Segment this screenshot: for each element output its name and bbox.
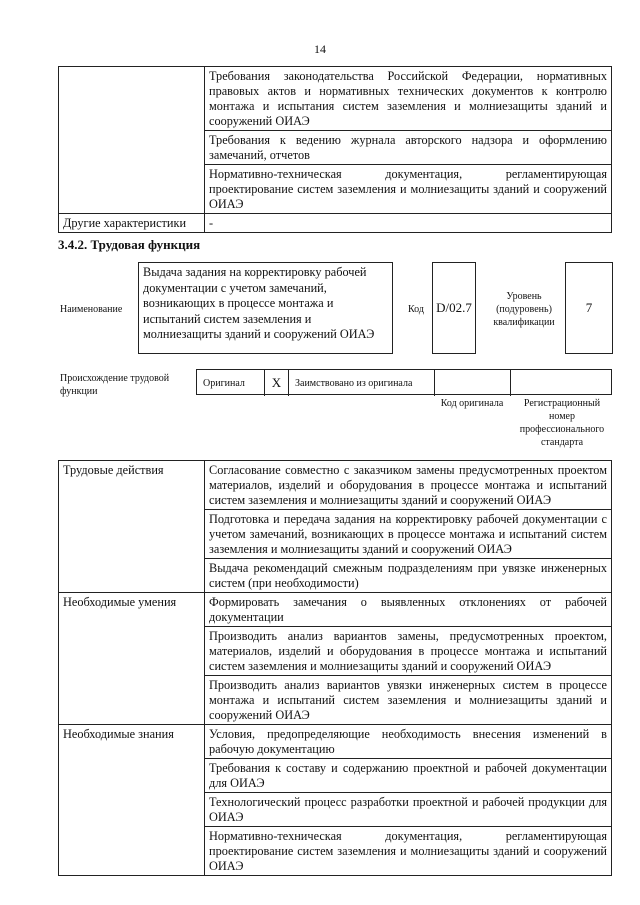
code-label: Код	[408, 304, 424, 315]
labor-function-table	[58, 460, 612, 876]
original-mark-cell	[265, 370, 289, 396]
origin-row	[196, 369, 612, 395]
knowledge-cell: Условия, предопределяющие необходимость внесения изменений в рабочую документацию	[205, 725, 612, 759]
qualification-level-box: 7	[565, 262, 613, 354]
borrowed-cell	[289, 370, 435, 396]
knowledge-cell: Требования к составу и содержанию проектной и рабочей документации для ОИАЭ	[205, 759, 612, 793]
table-row	[59, 214, 612, 233]
page-number: 14	[314, 42, 326, 56]
skill-cell: Формировать замечания о выявленных отклонениях от рабочей документации	[205, 593, 612, 627]
origin-label: Происхождение трудовой функции	[60, 373, 170, 397]
table-row	[59, 67, 612, 131]
characteristics-table	[58, 66, 612, 233]
table-row	[59, 593, 612, 627]
function-name-box: Выдача задания на корректировку рабочей документации с учетом замечаний, возникающих в процессе монтажа и испытаний систем заземления и молниезащиты зданий и сооружений ОИАЭ	[138, 262, 393, 354]
other-characteristics-value: -	[205, 214, 612, 233]
original-code-cell	[435, 370, 511, 396]
table-row	[59, 461, 612, 510]
other-characteristics-label: Другие характеристики	[59, 214, 205, 233]
code-caption: Код оригинала	[440, 398, 504, 409]
requirement-cell: Требования к ведению журнала авторского надзора и оформлению замечаний, отчетов	[205, 131, 612, 165]
skill-cell: Производить анализ вариантов замены, предусмотренных проектом, материалов, изделий и оборудования в процессе монтажа и испытаний систем заземления и молниезащиты зданий и сооружений ОИАЭ	[205, 627, 612, 676]
reg-number-cell	[511, 370, 611, 396]
requirement-cell: Нормативно-техническая документация, регламентирующая проектирование систем заземления и молниезащиты зданий и сооружений ОИАЭ	[205, 165, 612, 214]
original-cell	[197, 370, 265, 396]
section-title: 3.4.2. Трудовая функция	[58, 237, 201, 252]
borrowed-text: Заимствовано из оригинала	[295, 377, 413, 389]
knowledge-cell: Технологический процесс разработки проектной и рабочей продукции для ОИАЭ	[205, 793, 612, 827]
labor-action-cell: Выдача рекомендаций смежным подразделениям при увязке инженерных систем (при необходимости)	[205, 559, 612, 593]
level-label: Уровень (подуровень) квалификации	[493, 291, 555, 328]
original-mark: X	[271, 375, 282, 390]
knowledge-cell: Нормативно-техническая документация, регламентирующая проектирование систем заземления и молниезащиты зданий и сооружений ОИАЭ	[205, 827, 612, 876]
skill-cell: Производить анализ вариантов увязки инженерных систем в процессе монтажа и испытаний систем заземления и молниезащиты зданий и сооружений ОИАЭ	[205, 676, 612, 725]
original-text: Оригинал	[203, 377, 245, 389]
knowledge-label: Необходимые знания	[59, 725, 205, 876]
skills-label: Необходимые умения	[59, 593, 205, 725]
name-label: Наименование	[60, 304, 123, 315]
labor-action-cell: Подготовка и передача задания на корректировку рабочей документации с учетом замечаний, возникающих в процессе монтажа и испытаний систем заземления и молниезащиты зданий и сооружений ОИАЭ	[205, 510, 612, 559]
labor-action-cell: Согласование совместно с заказчиком замены предусмотренных проектом материалов, изделий и оборудования в процессе монтажа и испытаний систем заземления и молниезащиты зданий и сооружений ОИАЭ	[205, 461, 612, 510]
row-label	[59, 67, 205, 214]
function-code-box: D/02.7	[432, 262, 476, 354]
labor-actions-label: Трудовые действия	[59, 461, 205, 593]
requirement-cell: Требования законодательства Российской Федерации, нормативных правовых актов и нормативных технических документов к контролю монтажа и испытания систем заземления и молниезащиты зданий и сооружений ОИАЭ	[205, 67, 612, 131]
reg-caption: Регистрационный номер профессионального стандарта	[519, 398, 605, 448]
table-row	[59, 725, 612, 759]
